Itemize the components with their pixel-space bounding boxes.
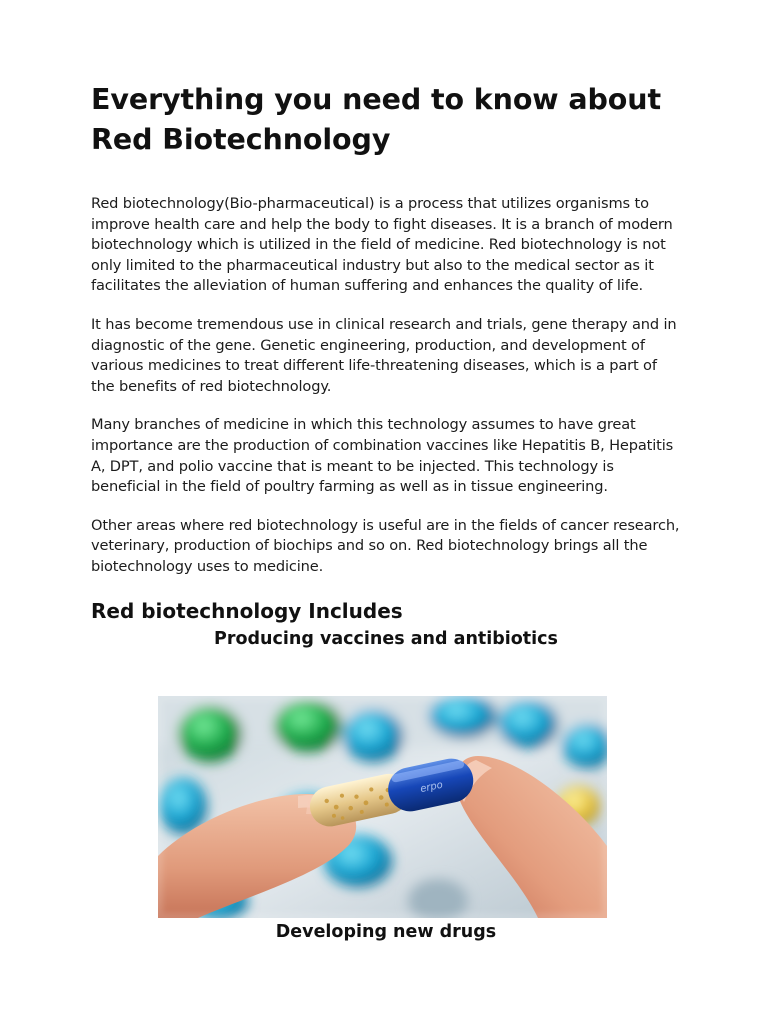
figure-caption: Developing new drugs: [275, 922, 497, 942]
paragraph-other-areas: Other areas where red biotechnology is useful are in the fields of cancer research, veterinary, production of biochips and so on. Red biotechnology brings all the biotechnology uses to medicine.: [91, 516, 680, 575]
document-title: Everything you need to know about Red Biotechnology: [91, 83, 661, 156]
document-content: [91, 80, 681, 652]
paragraph-intro: Red biotechnology(Bio-pharmaceutical) is a process that utilizes organisms to improve health care and help the body to fight diseases. It is a branch of modern biotechnology which is utilized in the field of medicine. Red biotechnology is not only limited to the pharmaceutical industry but also to the medical sector as it facilitates the alleviation of human suffering and enhances the quality of life.: [91, 195, 673, 295]
section-heading: Red biotechnology Includes: [91, 598, 403, 623]
svg-text:erpo: erpo: [419, 779, 444, 796]
sub-heading-vaccines: Producing vaccines and antibiotics: [214, 628, 558, 649]
paragraph-medicine-branches: Many branches of medicine in which this technology assumes to have great importance are the production of combination vaccines like Hepatitis B, Hepatitis A, DPT, and polio vaccine that is meant to be injected. This technology is beneficial in the field of poultry farming as well as in tissue engineering.: [91, 416, 674, 496]
capsule-photo-icon: [158, 696, 607, 918]
paragraph-clinical-use: It has become tremendous use in clinical research and trials, gene therapy and in diagnostic of the gene. Genetic engineering, production, and development of various medicines to treat different life-threatening diseases, which is a part of the benefits of red biotechnology.: [91, 315, 677, 395]
